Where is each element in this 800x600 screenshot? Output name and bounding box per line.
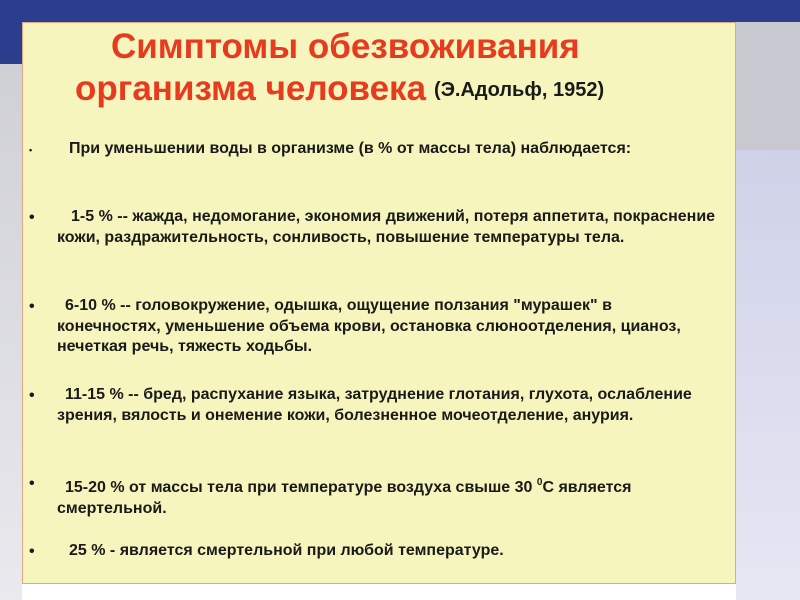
bullet-marker: • <box>29 475 35 492</box>
bullet-text <box>57 385 717 426</box>
decor-lavender-right <box>736 150 800 600</box>
bullet-text-content: 1-5 % -- жажда, недомогание, экономия движений, потеря аппетита, покраснение кожи, раздражительность, сонливость, повышение температуры тела. <box>57 208 716 246</box>
superscript-degree: 0 <box>536 477 543 488</box>
decor-navy-left <box>0 0 22 64</box>
slide-title-author: (Э.Адольф, 1952) <box>434 79 605 101</box>
bullet-text-content: 15-20 % от массы тела при температуре воздуха свыше 30 <box>65 479 537 496</box>
decor-navy-top <box>22 0 800 22</box>
slide-title-line2 <box>75 69 604 110</box>
bullet-text <box>57 541 717 562</box>
bullet-text <box>57 207 717 248</box>
bullet-text <box>57 139 717 160</box>
bullet-text-content: 25 % - является смертельной при любой температуре. <box>69 542 504 559</box>
decor-gray-left <box>0 64 22 600</box>
bullet-text-content: При уменьшении воды в организме (в % от массы тела) наблюдается: <box>69 140 632 157</box>
bullet-marker: • <box>29 145 33 155</box>
bullet-marker: • <box>29 298 35 315</box>
slide-title-line2-text: организма человека <box>75 69 427 108</box>
bullet-text-content: 11-15 % -- бред, распухание языка, затруднение глотания, глухота, ослабление зрения, вялость и онемение кожи, болезненное мочеотделение, анурия. <box>57 386 692 424</box>
bullet-text <box>57 296 717 358</box>
decor-gray-right <box>736 22 800 150</box>
slide-title-line1: Симптомы обезвоживания <box>111 27 580 66</box>
slide-content-panel <box>22 22 736 584</box>
bullet-text-content: С является смертельной. <box>57 479 632 517</box>
bullet-marker: • <box>29 209 35 226</box>
bullet-text-content: 6-10 % -- головокружение, одышка, ощущение ползания "мурашек" в конечностях, уменьшение объема крови, остановка слюноотделения, цианоз, нечеткая речь, тяжесть ходьбы. <box>57 297 681 355</box>
bullet-marker: • <box>29 543 35 560</box>
bullet-marker: • <box>29 387 35 404</box>
bullet-text <box>57 473 717 519</box>
